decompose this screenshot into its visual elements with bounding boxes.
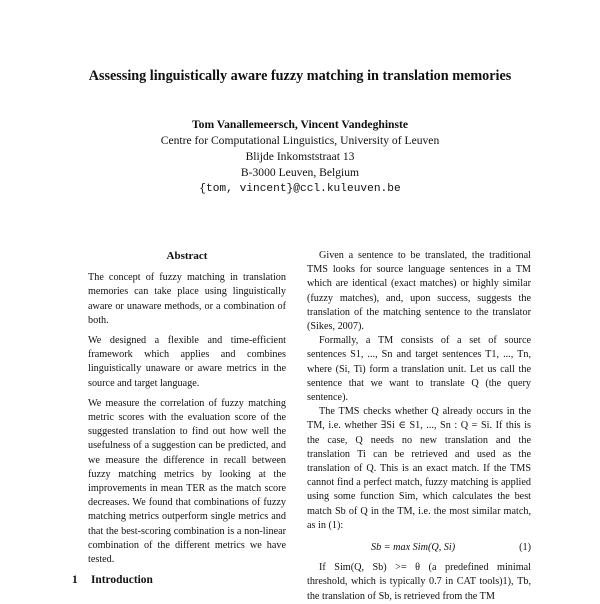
affiliation: Centre for Computational Linguistics, University of Leuven [160,134,440,147]
author-names: Tom Vanallemeersch, Vincent Vandeghinste [191,118,409,131]
abstract-heading: Abstract [166,250,208,262]
abstract-paragraph: The concept of fuzzy matching in translation memories can take place using linguistically aware or unaware methods, or a combination of both. [88,272,286,326]
author-block [0,117,600,197]
author-email: {tom, vincent}@ccl.kuleuven.be [199,183,401,195]
equation-number: (1) [519,542,531,554]
equation-1 [307,541,531,555]
body-paragraph: Given a sentence to be translated, the traditional TMS looks for source language sentences in a TM which are identical (exact matches) or highly similar (fuzzy matches), and, upon success, suggests the translation of the matching sentence to the translator (Sikes, 2007). [307,250,531,333]
body-paragraph: Formally, a TM consists of a set of source sentences S1, ..., Sn and target sentences T1, ..., Tn, where (Si, Ti) form a translation unit. Let us call the sentence that we want to translate Q (the query sentence). [307,335,531,404]
section-number: 1 [72,574,78,586]
section-heading [72,574,153,586]
address-street: Blijde Inkomststraat 13 [245,150,355,163]
section-title: Introduction [91,574,153,586]
abstract-paragraph: We measure the correlation of fuzzy matching metric scores with the evaluation score of the suggested translation to find out how well the usefulness of a suggestion can be predicted, and we measure the difference in recall between fuzzy matching metrics by looking at the improvements in mean TER as the match score decreases. We found that combinations of fuzzy matching metrics outperform single metrics and that the best-scoring combination is a non-linear combination of the different metrics we have tested. [88,397,286,566]
address-city: B-3000 Leuven, Belgium [240,166,360,179]
body-paragraph: The TMS checks whether Q already occurs in the TM, i.e. whether ∃Si ∈ S1, ..., Sn : Q = Si. If this is the case, Q needs no new translation and the translation Ti can be retrieved and used as the translation of Q. This is an exact match. If the TMS cannot find a perfect match, fuzzy matching is applied using some function Sim, which calculates the best match Sb of Q in the TM, i.e. the most similar match, as in (1): [307,406,531,531]
body-column [307,249,531,604]
abstract-paragraph: We designed a flexible and time-efficient framework which applies and combines linguistically unaware or aware metrics in the source and target language. [88,335,286,389]
paper-title: Assessing linguistically aware fuzzy matching in translation memories [88,68,512,84]
abstract-column [88,249,286,573]
equation-expression: Sb = max Sim(Q, Si) [371,542,456,554]
body-paragraph: If Sim(Q, Sb) >= θ (a predefined minimal threshold, which is typically 0.7 in CAT tools)1), Tb, the translation of Sb, is retrieved from the TM [307,562,531,602]
